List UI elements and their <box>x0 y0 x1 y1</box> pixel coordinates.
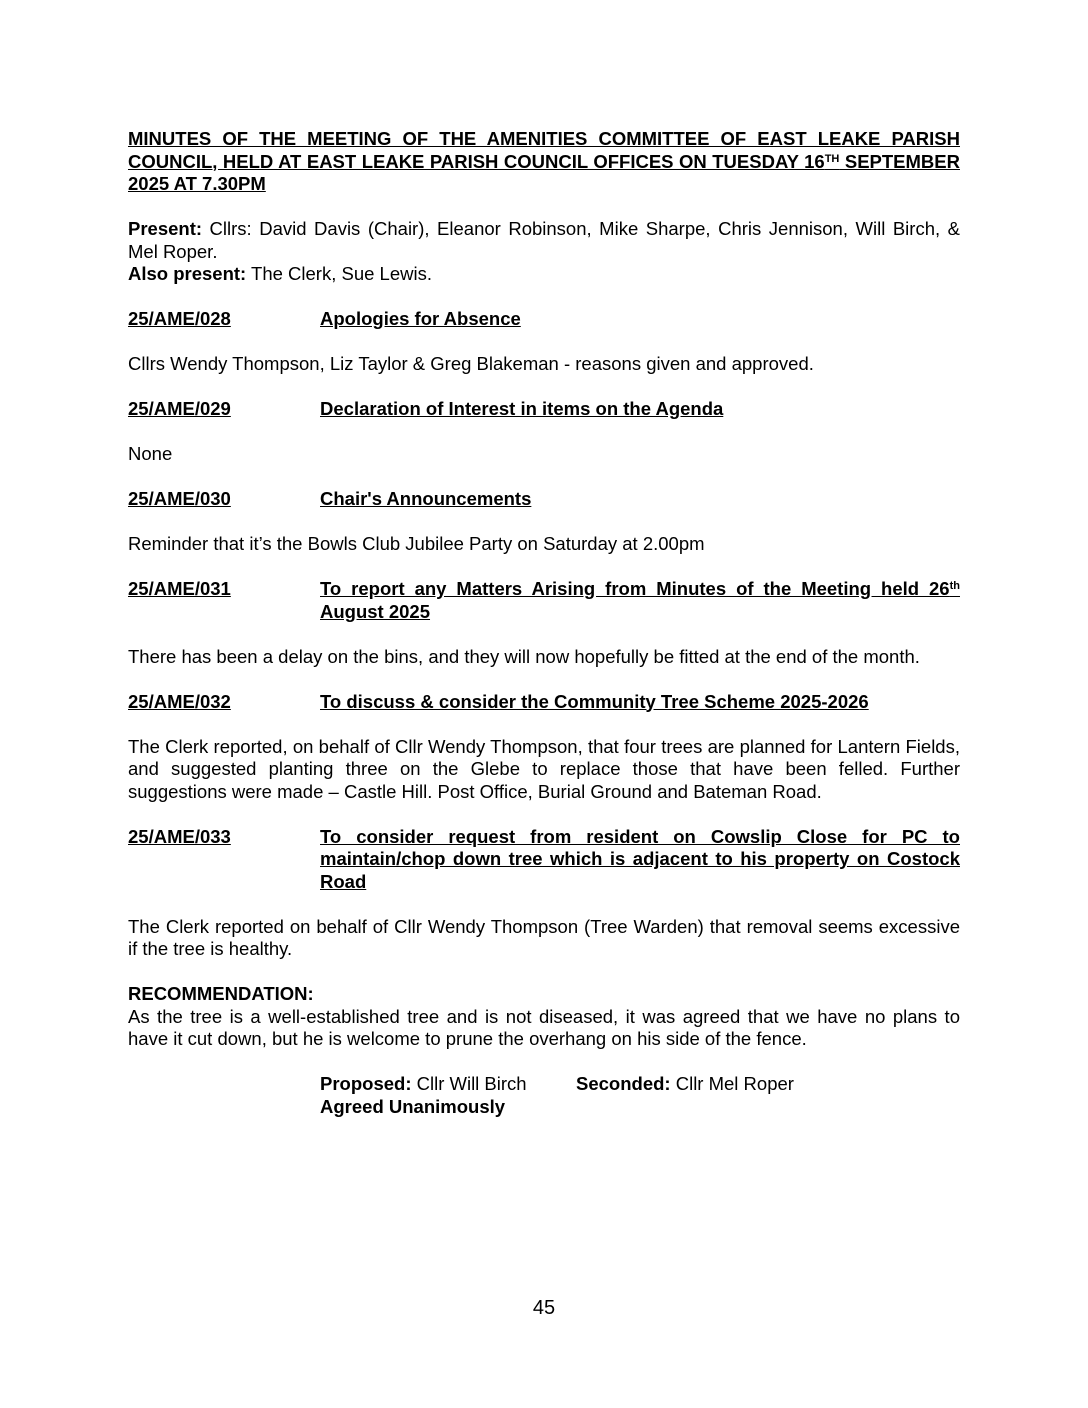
title-tail: SEPTEMBER 2025 AT 7.30PM <box>128 150 960 194</box>
item-heading <box>320 578 960 623</box>
present-line <box>128 218 960 263</box>
item-body: Cllrs Wendy Thompson, Liz Taylor & Greg Blakeman - reasons given and approved. <box>128 353 814 374</box>
page-number: 45 <box>532 1297 556 1319</box>
item-body: None <box>128 443 173 464</box>
document-title <box>128 128 960 196</box>
item-heading: To discuss & consider the Community Tree Scheme 2025-2026 <box>320 690 869 712</box>
item-body: There has been a delay on the bins, and they will now hopefully be fitted at the end of the month. <box>128 645 920 667</box>
present-text: Cllrs: David Davis (Chair), Eleanor Robinson, Mike Sharpe, Chris Jennison, Will Birch, & Mel Roper. <box>128 218 960 262</box>
item-body: The Clerk reported on behalf of Cllr Wendy Thompson (Tree Warden) that removal seems excessive if the tree is healthy. <box>128 915 960 959</box>
item-heading-text: To report any Matters Arising from Minutes of the Meeting held 26 <box>320 578 950 599</box>
agenda-item-029 <box>128 398 960 421</box>
item-heading-tail: August 2025 <box>320 600 431 622</box>
recommendation-text: As the tree is a well-established tree and is not diseased, it was agreed that we have no plans to have it cut down, but he is welcome to prune the overhang on his side of the fence. <box>128 1005 960 1049</box>
seconded <box>576 1073 794 1096</box>
agenda-item-030 <box>128 488 960 511</box>
item-ref: 25/AME/033 <box>128 825 231 847</box>
also-present-label: Also present: <box>128 263 247 284</box>
item-ref: 25/AME/031 <box>128 578 231 599</box>
title-text: MINUTES OF THE MEETING OF THE AMENITIES COMMITTEE OF EAST LEAKE PARISH COUNCIL, HELD AT EAST LEAKE PARISH COUNCIL OFFICES ON TUESDAY 16 <box>128 128 960 172</box>
proposed <box>320 1073 576 1096</box>
proposed-label: Proposed: <box>320 1073 412 1094</box>
minutes-page <box>128 128 960 1118</box>
item-heading: To consider request from resident on Cowslip Close for PC to maintain/chop down tree which is adjacent to his property on Costock Road <box>320 825 960 892</box>
present-label: Present: <box>128 218 203 239</box>
item-heading: Declaration of Interest in items on the Agenda <box>320 398 724 419</box>
seconded-name: Cllr Mel Roper <box>670 1073 794 1094</box>
also-present-text: The Clerk, Sue Lewis. <box>246 263 432 284</box>
item-heading: Apologies for Absence <box>320 308 521 329</box>
item-heading: Chair's Announcements <box>320 488 532 509</box>
seconded-label: Seconded: <box>576 1073 671 1094</box>
recommendation-label: RECOMMENDATION: <box>128 983 314 1004</box>
vote-result: Agreed Unanimously <box>320 1095 506 1117</box>
item-ref: 25/AME/032 <box>128 690 231 712</box>
agenda-item-031 <box>128 578 960 623</box>
agenda-item-028 <box>128 308 960 331</box>
item-ref: 25/AME/028 <box>128 308 231 329</box>
item-body: The Clerk reported, on behalf of Cllr Wendy Thompson, that four trees are planned for Lantern Fields, and suggested planting three on the Glebe to replace those that have been felled. Further suggestions were made – Castle Hill. Post Office, Burial Ground and Bateman Road. <box>128 735 960 802</box>
agenda-item-033 <box>128 826 960 894</box>
item-body: Reminder that it’s the Bowls Club Jubilee Party on Saturday at 2.00pm <box>128 533 705 554</box>
item-ref: 25/AME/029 <box>128 398 231 419</box>
also-present-line <box>128 263 960 286</box>
agenda-item-032 <box>128 691 960 714</box>
item-heading-superscript: th <box>949 580 960 592</box>
vote-block <box>320 1073 960 1118</box>
item-ref: 25/AME/030 <box>128 488 231 509</box>
proposed-name: Cllr Will Birch <box>411 1073 527 1094</box>
title-superscript: TH <box>824 152 840 165</box>
